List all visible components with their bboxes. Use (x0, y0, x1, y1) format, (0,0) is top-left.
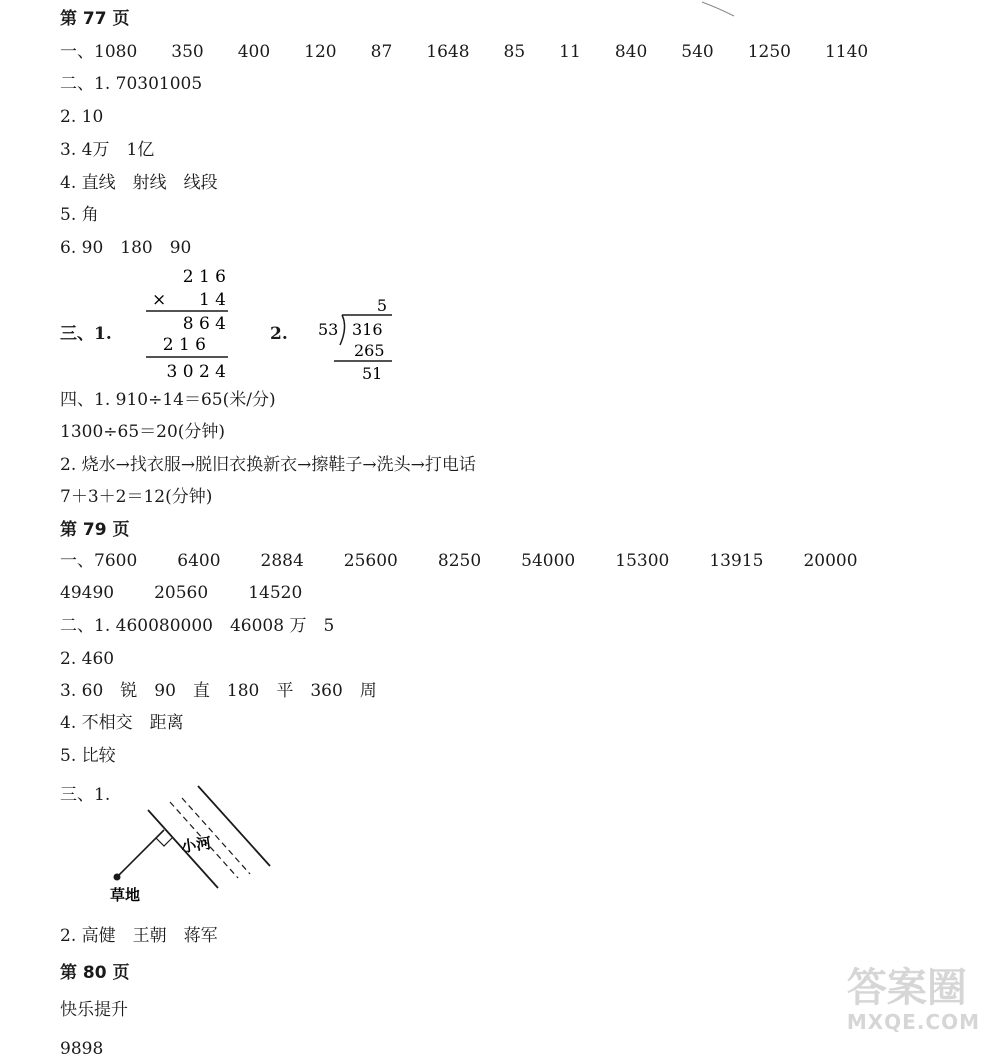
p79-s2-item5: 5. 比较 (60, 746, 116, 766)
scan-mark (700, 0, 740, 20)
page-80-title: 第 80 页 (60, 963, 130, 983)
perpendicular-path (117, 830, 164, 877)
river-bank-2 (198, 786, 270, 866)
value: 20560 (154, 583, 209, 603)
page-77-title: 第 77 页 (60, 9, 130, 29)
p79-s2-item4: 4. 不相交 距离 (60, 713, 184, 733)
value: 15300 (615, 551, 670, 571)
value: 400 (237, 42, 271, 62)
mult-partial-2: 2 1 6 (162, 335, 206, 355)
division-divisor: 53 (318, 320, 339, 339)
p77-s2-item2: 2. 10 (60, 107, 104, 127)
p79-s3-item2: 2. 高健 王朝 蒋军 (60, 926, 218, 946)
p77-s2-item1: 二、1. 70301005 (60, 74, 203, 94)
p77-section1-values (60, 41, 902, 63)
p77-s4-item1b: 1300÷65＝20(分钟) (60, 422, 226, 442)
multiplication-working (138, 262, 238, 384)
value: 6400 (177, 551, 221, 571)
division-dividend: 316 (352, 320, 383, 339)
p77-s4-item2b: 7＋3＋2＝12(分钟) (60, 487, 213, 507)
p77-s2-item4: 4. 直线 射线 线段 (60, 173, 218, 193)
mult-top: 2 1 6 (182, 267, 226, 287)
value: 1080 (94, 42, 138, 62)
p77-s3-label2: 2. (270, 324, 288, 344)
value: 120 (304, 42, 337, 62)
p77-s4-item1a: 四、1. 910÷14＝65(米/分) (60, 390, 276, 410)
value: 1140 (824, 42, 869, 62)
watermark-url: MXQE.COM (846, 1010, 980, 1034)
division-bracket (340, 315, 345, 345)
grassland-label: 草地 (110, 886, 141, 902)
value: 87 (370, 42, 393, 62)
p77-s3-label1: 三、1. (60, 324, 112, 344)
value: 350 (171, 42, 204, 62)
value: 54000 (521, 551, 576, 571)
value: 85 (503, 42, 526, 62)
division-remainder: 51 (362, 364, 383, 383)
value: 8250 (437, 551, 482, 571)
value: 20000 (803, 551, 858, 571)
p79-s2-item2: 2. 460 (60, 649, 115, 669)
p77-s4-item2a: 2. 烧水→找衣服→脱旧衣换新衣→擦鞋子→洗头→打电话 (60, 455, 476, 475)
value: 13915 (709, 551, 764, 571)
mult-operator: × (152, 290, 167, 310)
page-79-title: 第 79 页 (60, 520, 130, 540)
p80-value: 9898 (60, 1039, 104, 1059)
mult-second: 1 4 (198, 290, 226, 310)
value: 11 (559, 42, 581, 62)
watermark-logo: 答案圈 (846, 965, 967, 1011)
value: 49490 (60, 583, 115, 603)
value: 1250 (747, 42, 791, 62)
section-prefix: 一、 (60, 42, 94, 62)
value: 7600 (94, 551, 138, 571)
division-quotient: 5 (376, 296, 388, 315)
section-prefix: 一、 (60, 551, 94, 571)
p77-s2-item6: 6. 90 180 90 (60, 238, 192, 258)
river-label: 小河 (180, 833, 213, 856)
value: 540 (681, 42, 714, 62)
value: 1648 (426, 42, 470, 62)
p79-s2-item3: 3. 60 锐 90 直 180 平 360 周 (60, 681, 377, 701)
p79-s2-item1: 二、1. 460080000 46008 万 5 (60, 616, 335, 636)
right-angle-mark (156, 838, 172, 846)
value: 25600 (343, 551, 398, 571)
value: 14520 (248, 583, 303, 603)
p80-section-title: 快乐提升 (60, 1000, 128, 1020)
grassland-point (114, 874, 121, 881)
p77-s2-item5: 5. 角 (60, 205, 99, 225)
p79-s3-label: 三、1. (60, 785, 111, 805)
watermark (847, 966, 980, 1034)
long-division-working (312, 293, 402, 383)
p79-section1-row2 (60, 582, 342, 604)
mult-partial-1: 8 6 4 (182, 314, 226, 334)
p79-section1-row1 (60, 550, 898, 572)
division-product: 265 (354, 341, 385, 360)
value: 840 (614, 42, 648, 62)
mult-result: 3 0 2 4 (166, 362, 226, 382)
river-diagram (100, 782, 290, 902)
value: 2884 (260, 551, 304, 571)
p77-s2-item3: 3. 4万 1亿 (60, 140, 155, 160)
